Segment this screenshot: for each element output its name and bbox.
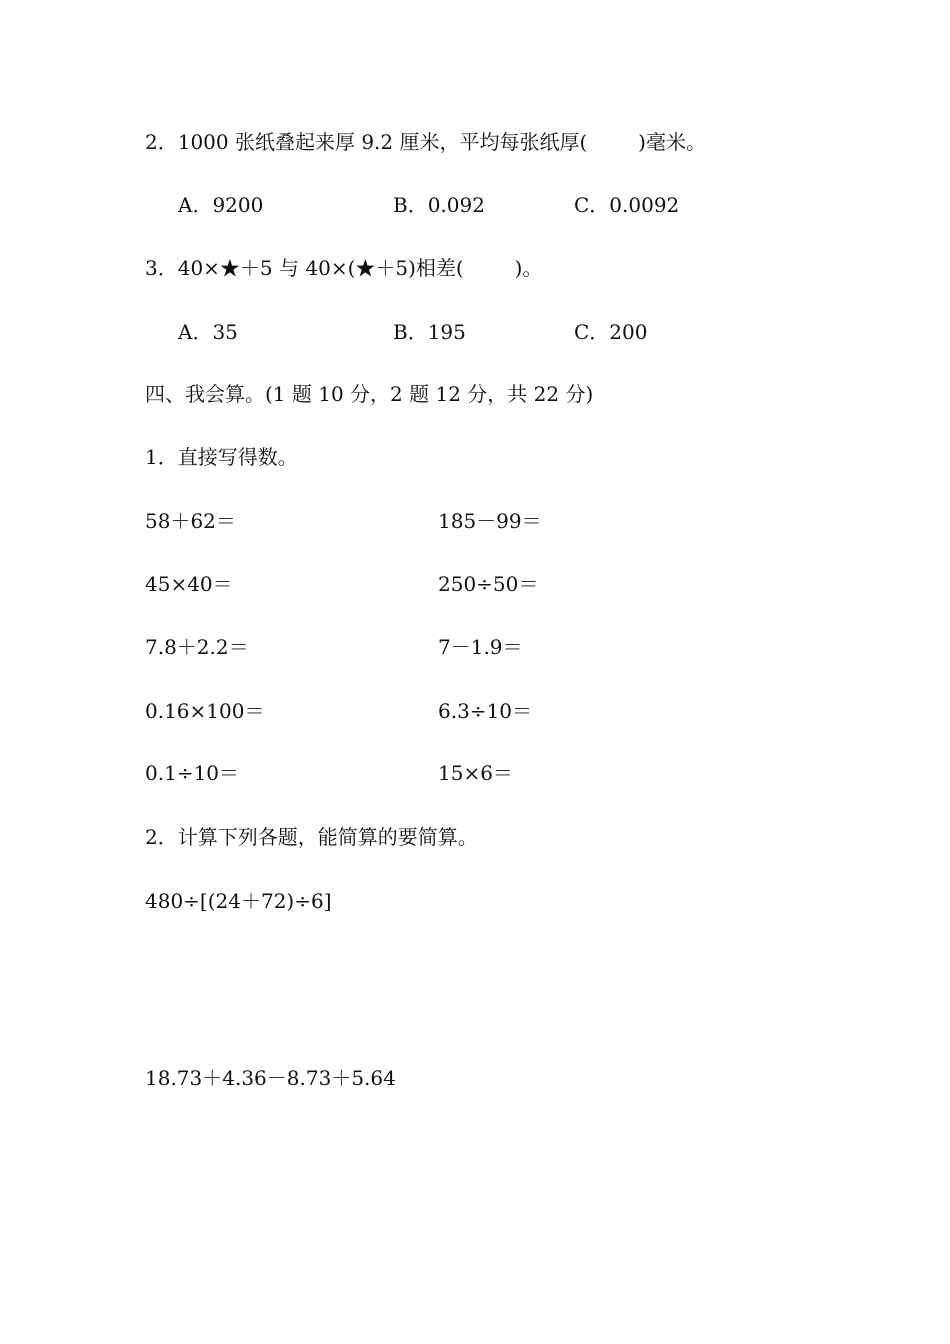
section4-heading: 四、我会算。(1 题 10 分，2 题 12 分，共 22 分) xyxy=(145,382,594,406)
calc-3-left: 7.8＋2.2＝ xyxy=(145,635,249,659)
calc-1-right: 185－99＝ xyxy=(438,509,542,533)
q3-option-a: A．35 xyxy=(178,320,238,344)
problem-1: 480÷[(24＋72)÷6] xyxy=(145,889,332,913)
q3-option-b: B．195 xyxy=(393,320,466,344)
q2-option-b: B．0.092 xyxy=(393,193,485,217)
calc-3-right: 7－1.9＝ xyxy=(438,635,523,659)
q3-stem: 3．40×★＋5 与 40×(★＋5)相差( )。 xyxy=(145,256,543,280)
calc-1-left: 58＋62＝ xyxy=(145,509,236,533)
calc-2-left: 45×40＝ xyxy=(145,572,233,596)
calc-5-right: 15×6＝ xyxy=(438,761,513,785)
calc-2-right: 250÷50＝ xyxy=(438,572,539,596)
calc-4-right: 6.3÷10＝ xyxy=(438,699,533,723)
part2-title: 2．计算下列各题，能简算的要简算。 xyxy=(145,825,478,849)
part1-title: 1．直接写得数。 xyxy=(145,445,298,469)
q2-stem: 2．1000 张纸叠起来厚 9.2 厘米，平均每张纸厚( )毫米。 xyxy=(145,130,706,154)
problem-2: 18.73＋4.36－8.73＋5.64 xyxy=(145,1066,396,1090)
q2-option-a: A．9200 xyxy=(178,193,264,217)
calc-5-left: 0.1÷10＝ xyxy=(145,761,240,785)
calc-4-left: 0.16×100＝ xyxy=(145,699,265,723)
q3-option-c: C．200 xyxy=(574,320,648,344)
q2-option-c: C．0.0092 xyxy=(574,193,680,217)
